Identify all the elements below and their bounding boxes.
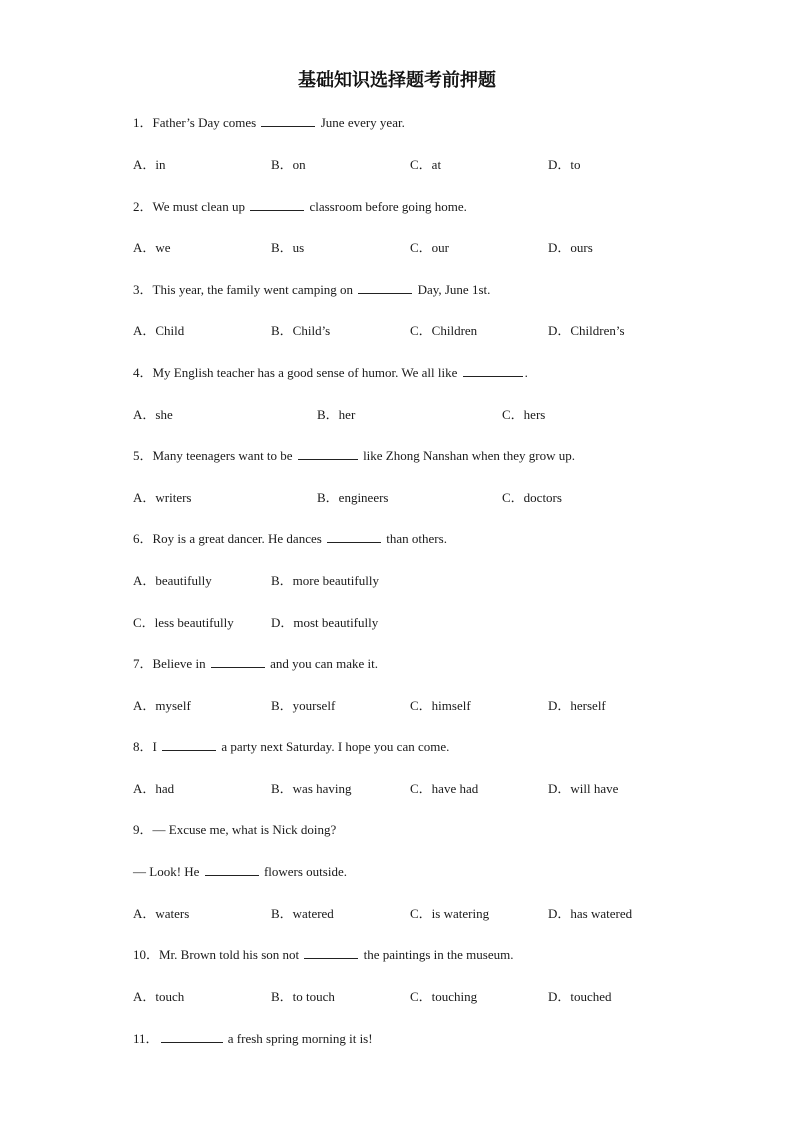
option-c[interactable]: C．at [410,157,442,172]
option-c[interactable]: C．our [410,240,450,255]
option-c[interactable]: C．is watering [410,906,490,921]
question-4: 4．My English teacher has a good sense of humor. We all like . [133,365,528,380]
option-d[interactable]: D．will have [548,781,619,796]
option-b[interactable]: B．Child’s [271,323,331,338]
option-a[interactable]: A．beautifully [133,573,212,588]
option-d[interactable]: D．most beautifully [271,615,379,630]
option-b[interactable]: B．engineers [317,490,389,505]
question-9-reply: — Look! He flowers outside. [133,864,347,879]
option-b[interactable]: B．more beautifully [271,573,379,588]
answer-blank[interactable] [358,281,412,294]
option-d[interactable]: D．Children’s [548,323,625,338]
option-d[interactable]: D．ours [548,240,593,255]
option-b[interactable]: B．her [317,407,356,422]
answer-blank[interactable] [205,863,259,876]
option-d[interactable]: D．to [548,157,581,172]
option-c[interactable]: C．hers [502,407,546,422]
answer-blank[interactable] [211,655,265,668]
question-9: 9．— Excuse me, what is Nick doing? [133,822,337,837]
option-a[interactable]: A．in [133,157,166,172]
option-c[interactable]: C．doctors [502,490,562,505]
option-a[interactable]: A．myself [133,698,191,713]
answer-blank[interactable] [463,364,523,377]
question-10: 10．Mr. Brown told his son not the paintings in the museum. [133,947,514,962]
option-d[interactable]: D．has watered [548,906,633,921]
question-7: 7．Believe in and you can make it. [133,656,379,671]
option-a[interactable]: A．she [133,407,173,422]
option-c[interactable]: C．touching [410,989,478,1004]
option-a[interactable]: A．Child [133,323,185,338]
option-b[interactable]: B．us [271,240,305,255]
option-c[interactable]: C．himself [410,698,471,713]
option-d[interactable]: D．herself [548,698,606,713]
answer-blank[interactable] [250,198,304,211]
question-6: 6．Roy is a great dancer. He dances than others. [133,531,447,546]
answer-blank[interactable] [162,738,216,751]
option-a[interactable]: A．we [133,240,171,255]
option-b[interactable]: B．was having [271,781,352,796]
option-d[interactable]: D．touched [548,989,612,1004]
option-a[interactable]: A．touch [133,989,185,1004]
answer-blank[interactable] [298,447,358,460]
question-1: 1．Father’s Day comes June every year. [133,115,405,130]
question-5: 5．Many teenagers want to be like Zhong Nanshan when they grow up. [133,448,575,463]
question-2: 2．We must clean up classroom before going home. [133,199,467,214]
answer-blank[interactable] [304,946,358,959]
option-c[interactable]: C．Children [410,323,478,338]
option-b[interactable]: B．to touch [271,989,335,1004]
question-8: 8．I a party next Saturday. I hope you can come. [133,739,450,754]
option-a[interactable]: A．waters [133,906,190,921]
answer-blank[interactable] [161,1030,223,1043]
question-11: 11． a fresh spring morning it is! [133,1031,373,1046]
option-a[interactable]: A．writers [133,490,192,505]
option-c[interactable]: C．have had [410,781,479,796]
option-b[interactable]: B．yourself [271,698,336,713]
question-3: 3．This year, the family went camping on Day, June 1st. [133,282,491,297]
option-b[interactable]: B．on [271,157,306,172]
answer-blank[interactable] [261,114,315,127]
option-c[interactable]: C．less beautifully [133,615,234,630]
option-a[interactable]: A．had [133,781,175,796]
page-title: 基础知识选择题考前押题 [298,70,496,91]
option-b[interactable]: B．watered [271,906,334,921]
answer-blank[interactable] [327,530,381,543]
